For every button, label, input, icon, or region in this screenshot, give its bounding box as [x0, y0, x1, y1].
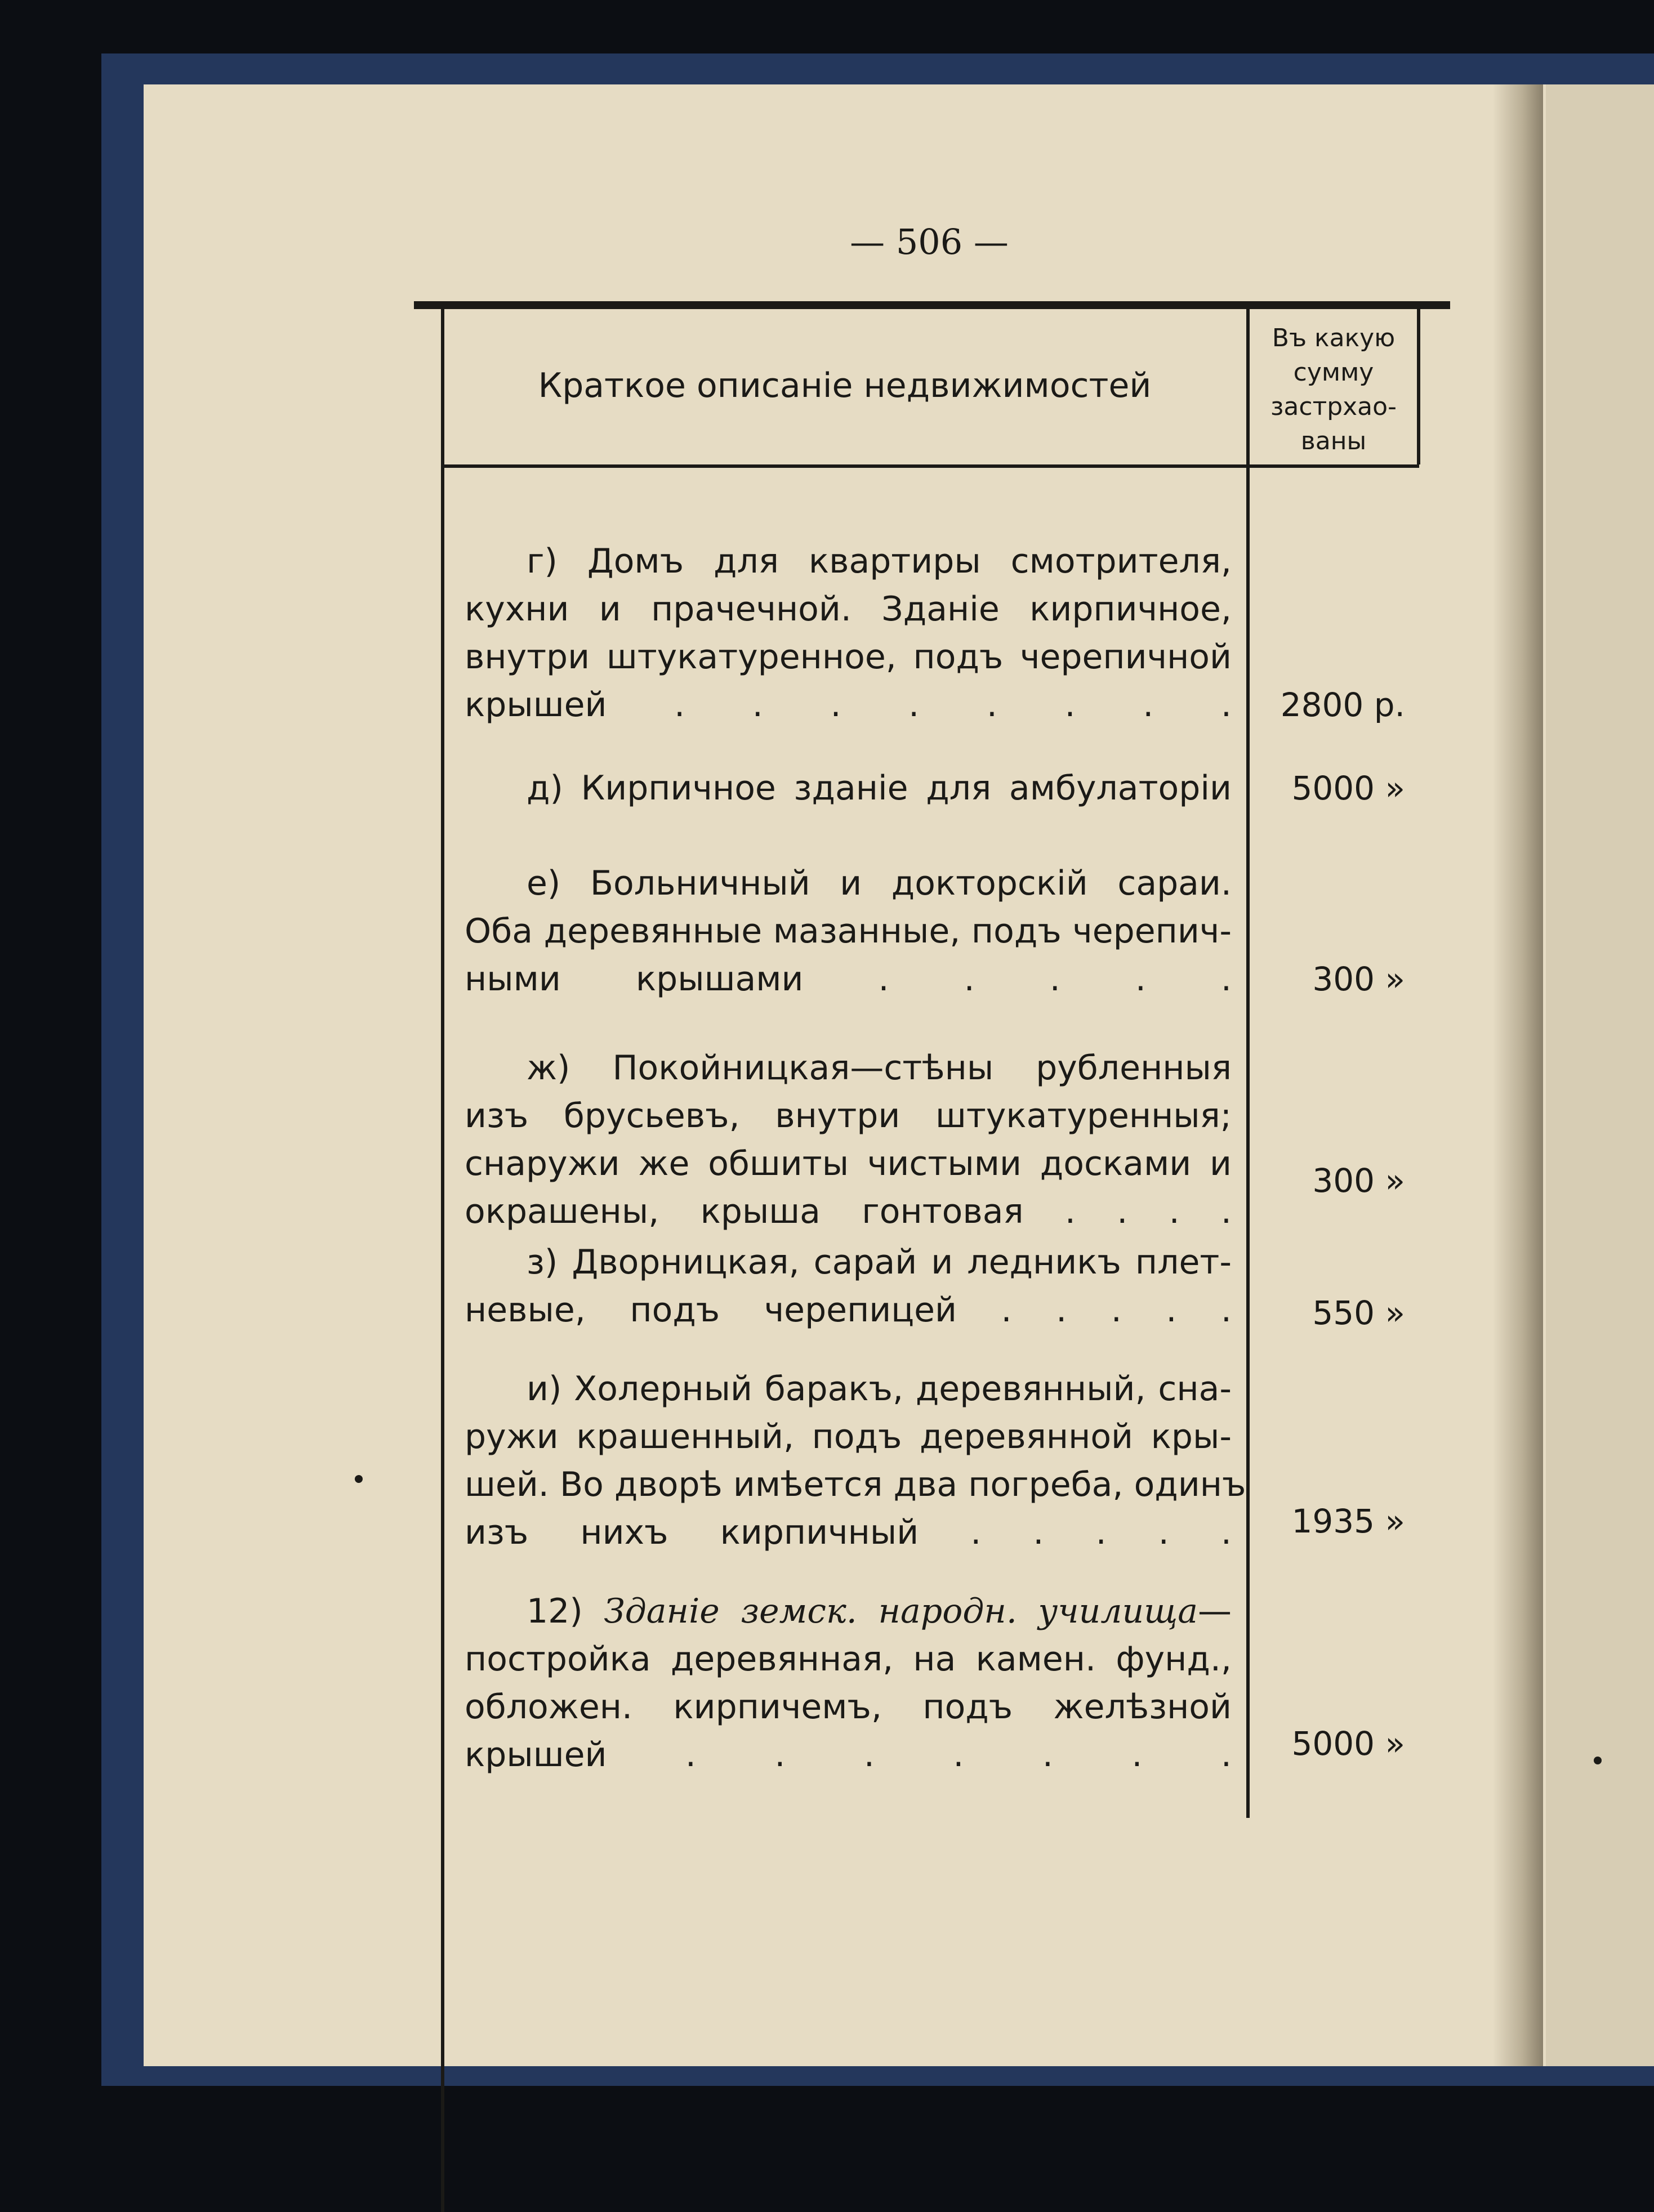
row-text-line: крышей . . . . . . . [465, 1735, 1232, 1775]
row-text-line: постройка деревянная, на камен. фунд., [465, 1639, 1232, 1679]
table-row [465, 1239, 1232, 1334]
row-text-line: ными крышами . . . . . [465, 959, 1232, 999]
table-row [465, 1365, 1246, 1557]
table-left-border [441, 309, 444, 2212]
speck [355, 1475, 363, 1483]
table-row [465, 1044, 1232, 1236]
row-heading-line [465, 1588, 1232, 1635]
row-amount: 550 » [1312, 1294, 1405, 1332]
page-gutter [1492, 84, 1543, 2066]
row-text-line: ружи крашенный, подъ деревянной кры- [465, 1417, 1232, 1456]
row-text-line: шей. Во дворѣ имѣется два погреба, одинъ [465, 1465, 1246, 1504]
row-amount: 5000 » [1291, 1724, 1405, 1763]
page-number: — 506 — [850, 221, 1009, 262]
table-top-rule [414, 301, 1450, 309]
row-text-line: е) Больничный и докторскій сараи. [527, 864, 1232, 903]
header-description: Краткое описаніе недвижимостей [538, 366, 1152, 405]
row-heading-dash: — [1198, 1592, 1232, 1631]
header-sum [1251, 321, 1416, 462]
table-row [465, 860, 1232, 1003]
row-text-line: ж) Покойницкая—стѣны рубленныя [527, 1048, 1232, 1088]
row-text-line: кухни и прачечной. Зданіе кирпичное, [465, 589, 1232, 629]
header-sum-line: Въ какую [1272, 324, 1396, 352]
row-text-line: крышей . . . . . . . . [465, 685, 1232, 725]
table-column-divider [1246, 309, 1250, 1818]
row-heading-italic: Зданіе земск. народн. училища [604, 1592, 1198, 1631]
row-text-line: г) Домъ для квартиры смотрителя, [527, 542, 1232, 581]
table-row [465, 538, 1232, 729]
row-text-line: д) Кирпичное зданіе для амбулаторіи [527, 768, 1232, 808]
table-row [465, 1588, 1232, 1779]
row-text-line: невые, подъ черепицей . . . . . [465, 1290, 1232, 1330]
table-header-right-border [1417, 309, 1420, 464]
row-text-line: изъ брусьевъ, внутри штукатуренныя; [465, 1096, 1232, 1136]
row-amount: 2800 р. [1280, 686, 1405, 724]
row-text-line: окрашены, крыша гонтовая . . . . [465, 1192, 1232, 1231]
row-text-line: снаружи же обшиты чистыми досками и [465, 1144, 1232, 1183]
row-amount: 1935 » [1291, 1502, 1405, 1540]
row-amount: 300 » [1312, 1161, 1405, 1200]
row-text-line: Оба деревянные мазанные, подъ черепич- [465, 911, 1232, 951]
header-sum-line: ваны [1300, 427, 1367, 455]
row-text-line: внутри штукатуренное, подъ черепичной [465, 637, 1232, 677]
row-text-line: обложен. кирпичемъ, подъ желѣзной [465, 1687, 1232, 1727]
row-amount: 5000 » [1291, 769, 1405, 807]
header-sum-line: сумму [1293, 358, 1374, 387]
speck [1594, 1757, 1602, 1764]
row-text-line: и) Холерный баракъ, деревянный, сна- [527, 1369, 1232, 1409]
table-row [465, 765, 1232, 812]
table-header-rule [442, 464, 1419, 468]
row-text-line: з) Дворницкая, сарай и ледникъ плет- [527, 1243, 1232, 1282]
row-text-line: изъ нихъ кирпичный . . . . . [465, 1513, 1232, 1552]
header-sum-line: застрхао- [1270, 392, 1397, 421]
row-amount: 300 » [1312, 960, 1405, 998]
row-number: 12) [527, 1592, 604, 1631]
